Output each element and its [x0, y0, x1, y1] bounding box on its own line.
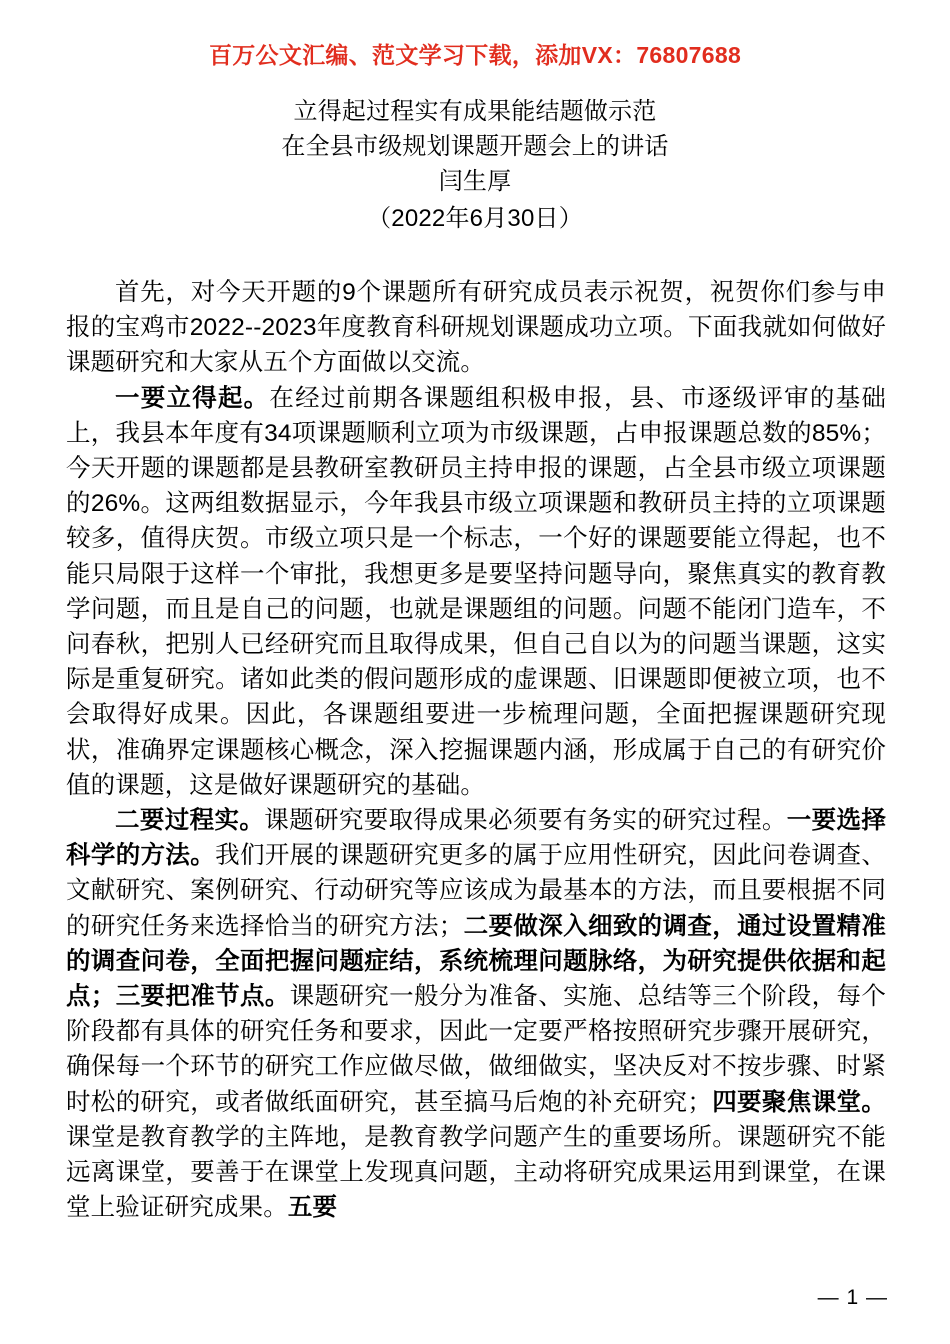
paragraph-p3-eryao-guochengshi [66, 803, 886, 1225]
document-body [66, 275, 886, 1225]
paragraph-p2-yiyao-lideqi [66, 381, 886, 803]
text-run-2-5: 课题研究一般分为准备、实施、总结等三个阶段，每个阶段都有具体的研究任务和要求，因此一定要严格按照研究步骤开展研究，确保每一个环节的研究工作应做尽做，做细做实，坚决反对不按步骤、时紧时松的研究，或者做纸面研究，甚至搞马后炮的补充研究； [66, 983, 886, 1116]
bold-run-2-8: 五要 [287, 1194, 338, 1222]
bold-run-2-4: 二要做深入细致的调查，通过设置精准的调查问卷，全面把握问题症结，系统梳理问题脉络，为研究提供依据和起点；三要把准节点。 [66, 912, 886, 1011]
document-title-line-2: 在全县市级规划课题开题会上的讲话 [281, 133, 669, 160]
bold-run-1-0: 一要立得起。 [115, 384, 270, 412]
bold-run-2-6: 四要聚焦课堂。 [712, 1088, 886, 1116]
promo-banner: 百万公文汇编、范文学习下载，添加VX：76807688 [208, 42, 742, 68]
text-run-1-1: 在经过前期各课题组积极申报，县、市逐级评审的基础上，我县本年度有34项课题顺利立项为市级课题，占申报课题总数的85%；今天开题的课题都是县教研室教研员主持申报的课题，占全县市级立项课题的26%。这两组数据显示，今年我县市级立项课题和教研员主持的立项课题较多，值得庆贺。市级立项只是一个标志，一个好的课题要能立得起，也不能只局限于这样一个审批，我想更多是要坚持问题导向，聚焦真实的教育教学问题，而且是自己的问题，也就是课题组的问题。问题不能闭门造车，不问春秋，把别人已经研究而且取得成果，但自己自以为的问题当课题，这实际是重复研究。诸如此类的假问题形成的虚课题、旧课题即便被立项，也不会取得好成果。因此，各课题组要进一步梳理问题，全面把握课题研究现状，准确界定课题核心概念，深入挖掘课题内涵，形成属于自己的有研究价值的课题，这是做好课题研究的基础。 [66, 384, 886, 799]
document-author: 闫生厚 [438, 168, 512, 195]
text-run-0-0: 首先，对今天开题的9个课题所有研究成员表示祝贺，祝贺你们参与申报的宝鸡市2022--2023年度教育科研规划课题成功立项。下面我就如何做好课题研究和大家从五个方面做以交流。 [66, 279, 886, 377]
bold-run-2-0: 二要过程实。 [115, 807, 265, 835]
paragraph-p1-intro [66, 275, 886, 381]
title-block [0, 94, 950, 239]
bold-run-2-2: 一要选择科学的方法。 [66, 807, 886, 870]
text-run-2-3: 我们开展的课题研究更多的属于应用性研究，因此问卷调查、文献研究、案例研究、行动研究等应该成为最基本的方法，而且要根据不同的研究任务来选择恰当的研究方法； [66, 842, 886, 940]
document-title-line-1: 立得起过程实有成果能结题做示范 [293, 98, 657, 125]
page-number: — 1 — [817, 1286, 888, 1309]
document-date: （2022年6月30日） [367, 205, 583, 232]
text-run-2-1: 课题研究要取得成果必须要有务实的研究过程。 [264, 807, 787, 835]
text-run-2-7: 课堂是教育教学的主阵地，是教育教学问题产生的重要场所。课题研究不能远离课堂，要善于在课堂上发现真问题，主动将研究成果运用到课堂，在课堂上验证研究成果。 [66, 1123, 886, 1222]
